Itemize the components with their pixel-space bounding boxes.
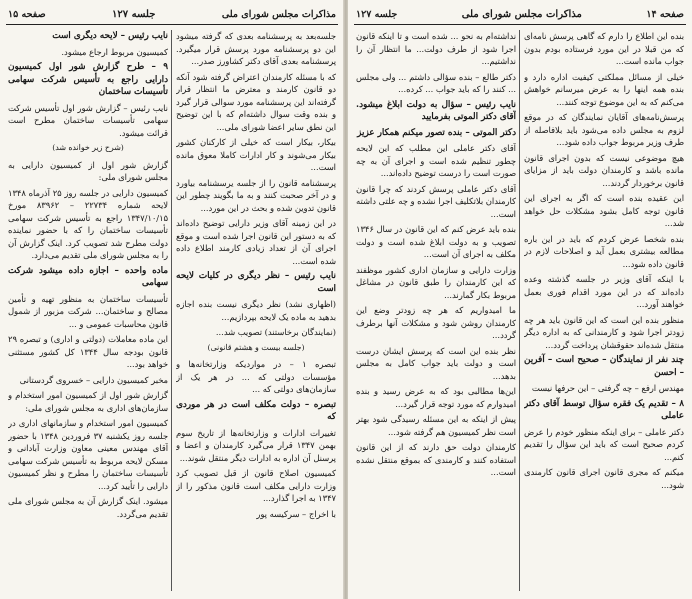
right-page-journal-title: مذاکرات مجلس شورای ملی [461,8,582,20]
right-page-col-left-paragraph: بنده باید عرض کنم که این قانون در سال ۱۳۴۶ تصویب و به دولت ابلاغ شده است و دولت مکلف به اجرای آن است... [356,224,516,259]
right-page-column-divider [519,30,520,591]
right-page-col-left-paragraph: وزارت دارایی و سازمان اداری کشور موظفند که این کارمندان را طبق قانون در مشاغل مربوط بکار گمارند... [356,264,516,300]
right-page-number: صفحه ۱۴ [646,8,684,20]
right-page-col-right-paragraph: میکنم که مجری قانون اجرای قانون کارمندی شود... [524,467,684,490]
left-page-col-left-note: (شرح زیر خوانده شد) [52,143,124,152]
left-page-col-right-paragraph: پرسشنامه قانون را از جلسه یرسشنامه بیاورد و در آخر صحبت کنند و به ما بگویند چطور این قانون تدوین شده و بحث در این مورد... [176,177,336,213]
right-page-col-right-paragraph: هیچ موضوعی نیست که بدون اجرای قانون مانده باشد و کارمندان دولت باید از مزایای قانون برخوردار گردند... [524,152,684,188]
left-page-col-left-paragraph: این ماده معاملات (دولتی و اداری) و تبصره ۲۹ قانون بودجه سال ۱۳۴۴ کل کشور مستثنی خواهد بود... [8,334,168,369]
right-page-col-left-paragraph: ما امیدواریم که هر چه زودتر وضع این کارمندان روشن شود و مشکلات آنها برطرف گردد... [356,305,516,340]
right-page [348,0,692,599]
right-page-col-left-paragraph: آقای دکتر عاملی پرسش کردند که چرا قانون کارمندان بلاتکلیف اجرا نشده و چه علتی داشته است... [356,183,516,219]
right-page-col-right-paragraph: بنده این اطلاع را دارم که گاهی پرسش نامه‌ای که من قبلا در این مورد فرستاده بودم بدون جواب مانده است... [524,31,684,66]
left-page-col-left-paragraph: نایب رئیس – گزارش شور اول تأسیس شرکت سهامی تأسیسات ساختمان مطرح است قرائت میشود. [8,102,168,138]
right-page-header-rule [354,24,686,25]
right-page-col-right-heading: ۸ – تقدیم یک فقره سؤال توسط آقای دکتر عاملی [524,398,684,421]
right-page-col-left-paragraph: آقای دکتر عاملی این مطلب که این لایحه چطور تنظیم شده است و اجرای آن به چه صورت است را درست توضیح داده‌اند... [356,143,516,178]
right-page-col-left-paragraph: دکتر طالع – بنده سؤالی داشتم ... ولی مجلس ... کنند را که باید جواب ... کرده... [356,71,516,94]
left-page [0,0,344,599]
right-page-col-right-paragraph: بنده شخصا عرض کردم که باید در این باره مطالعه بیشتری بعمل آید و اصلاحات لازم در قانون داده شود... [524,233,684,269]
left-page-right-column [176,30,336,593]
left-page-col-left-heading: ماده واحده – اجازه داده میشود شرکت سهامی [8,265,168,288]
left-page-col-left-paragraph: گزارش شور اول از کمیسیون دارایی به مجلس شورای ملی: [8,159,168,182]
left-page-col-left-paragraph: کمیسیون امور استخدام و سازمانهای اداری در جلسه روز یکشنبه ۳۷ فروردین ۱۳۴۸ با حضور آقای مهندس معینی معاون وزارت آبادانی و مسکن لایحه مربوط به تأسیس شرکت سهامی تأسیسات ساختمان را مطرح و نظر کمیسیون دارایی را تأیید کرد... [8,418,168,491]
left-page-left-column [8,30,168,593]
left-page-col-left-paragraph: کمیسیون دارایی در جلسه روز ۲۵ آذرماه ۱۳۴۸ لایحه شماره ۲۲۷۳۴ – ۸۳۹۶۲ مورخ ۱۳۴۷/۱۰/۱۵ راجع به تأسیس شرکت سهامی تأسیسات ساختمان را که با حضور نماینده دولت مطرح شد تصویب کرد. اینک گزارش آن را به مجلس شورای ملی تقدیم می‌دارد. [8,187,168,260]
right-page-col-right-paragraph: پرسش‌نامه‌های آقایان نمایندگان که در موقع لزوم به مجلس داده می‌شود باید بلافاصله از طرف وزیر مربوط جواب داده شود... [524,112,684,147]
left-page-header-rule [6,24,338,25]
left-page-col-right-heading: تبصره – دولت مکلف است در هر موردی که [176,399,336,422]
left-page-col-right-paragraph: کمیسیون اصلاح قانون از قبل تصویب کرد وزارت دارایی مکلف است قانون مذکور را از ۱۳۴۷ به اجرا گذارد... [176,468,336,503]
left-page-col-left-paragraph: مخبر کمیسیون دارایی – خسروی گردستانی [19,374,168,385]
right-page-col-left-paragraph: نظر بنده این است که پرسش ایشان درست است و دولت باید جواب کامل به مجلس بدهد... [356,345,516,381]
left-page-session-label: جلسه ۱۲۷ [112,8,156,20]
right-page-col-right-paragraph: منظور بنده این است که این قانون باید هر چه زودتر اجرا شود و کارمندانی که به اداره دیگر منتقل شده‌اند حقوقشان پرداخت گردد... [524,314,684,350]
right-page-col-left-paragraph: نداشته‌ام به نحو ... شده است و تا اینکه قانون اجرا شود از طرف دولت... ما انتظار آن را نداشتیم... [356,31,516,66]
left-page-col-right-note: (جلسه بیست و هشتم قانونی) [207,342,305,352]
left-page-col-right-paragraph: با اخراج – سرکیسه پور [256,508,336,519]
right-page-col-left-paragraph: کارمندان دولت حق دارند که از این قانون استفاده کنند و کارمندی که بموقع منتقل نشده است... [356,442,516,477]
right-page-col-right-paragraph: مهندس ارفع – چه گرفتی – این حرفها نیست [531,383,684,393]
right-page-col-left-heading: دکتر الموتی – بنده تصور میکنم همکار عزیز [357,127,516,138]
right-page-col-left-paragraph: پیش از اینکه به این مسئله رسیدگی شود بهتر است نظر کمیسیون هم گرفته شود... [356,414,516,437]
right-page-col-right-paragraph: با اینکه آقای وزیر در جلسه گذشته وعده داده‌اند که در این مورد اقدام فوری بعمل خواهند آورد... [524,274,684,309]
left-page-col-right-paragraph: تغییرات ادارات و وزارتخانه‌ها از تاریخ سوم بهمن ۱۳۴۷ قرار می‌گیرد کارمندان و اعضا و پرسنل آن اداره به ادارات دیگر منتقل شوند... [176,427,336,463]
right-page-header [356,6,684,22]
left-page-col-left-paragraph: گزارش شور اول از کمیسیون امور استخدام و سازمان‌های اداری به مجلس شورای ملی: [8,390,168,413]
left-page-col-right-paragraph: در این زمینه آقای وزیر دارایی توضیح داده‌اند که به دستور این قانون اجرا شده است و موقع اجرای آن از تعداد زیادی کارمند اطلاع داده شده است... [176,218,336,266]
right-page-right-column [524,30,684,593]
left-page-header [8,6,336,22]
right-page-col-right-paragraph: این عقیده بنده است که اگر به اجرای این قانون توجه کامل بشود مشکلات حل خواهد شد... [524,193,684,228]
right-page-session-label: جلسه ۱۲۷ [356,8,398,20]
right-page-col-left-heading: نایب رئیس – سؤال به دولت ابلاغ میشود. آقای دکتر الموتی بفرمایید [356,99,516,122]
left-page-col-right-heading: نایب رئیس – نظر دیگری در کلیات لایحه است [176,271,336,294]
left-page-column-divider [171,30,172,591]
left-page-col-right-paragraph: جلسه‌بعد به پرسشنامه بعدی که گرفته میشود این دو پرسشنامه مورد پرسش قرار میگیرد. پرسشنامه بعدی آقای دکتر کشاورز صدر... [176,31,336,66]
left-page-col-right-paragraph: (اظهاری نشد) نظر دیگری نیست بنده اجازه بدهید به ماده یک لایحه بپردازیم... [176,299,336,322]
right-page-left-column [356,30,516,593]
left-page-col-left-heading: ۹ – طرح گزارش شور اول کمیسیون دارایی راجع به تأسیس شرکت سهامی تأسیسات ساختمان [8,62,168,97]
left-page-col-left-paragraph: تأسیسات ساختمان به منظور تهیه و تأمین مصالح و ساختمان... شرکت مزبور از شمول قانون محاسبات عمومی و ... [8,293,168,329]
right-page-col-left-paragraph: این‌ها مطالبی بود که به عرض رسید و بنده امیدوارم که مورد توجه قرار گیرد... [356,386,516,409]
left-page-journal-title: مذاکرات مجلس شورای ملی [221,8,336,20]
right-page-col-right-paragraph: خیلی از مسائل مملکتی کیفیت اداره دارد و بنده همه اینها را به عرض میرسانم خواهش می‌کنم که به این موضوع توجه کنند... [524,71,684,107]
left-page-col-left-paragraph: کمیسیون مربوط ارجاع میشود. [61,46,168,57]
left-page-col-left-heading: نایب رئیس – لایحه دیگری است [52,31,168,41]
left-page-col-right-paragraph: بیکار، بیکار است که خیلی از کارکنان کشور بیکار می‌شوند و کار ادارات کاملا معوق مانده است... [176,137,336,172]
left-page-col-right-paragraph: (نمایندگان برخاستند) تصویب شد... [215,327,336,337]
right-page-col-right-heading: چند نفر از نمایندگان – صحیح است – آفرین – احسن [524,355,684,378]
left-page-col-right-paragraph: که با مسئله کارمندان اعتراض گرفته شود آنکه دو قانون کارمند و معترض ما انتظار قرار گرفته‌اند این پرسشنامه مورد سوالی قرار گیرد و بنده وقت سوال داشته‌ام که با این توضیح این نطق سایر اعضا شورای ملی... [176,71,336,132]
left-page-number: صفحه ۱۵ [8,8,46,20]
right-page-col-right-paragraph: دکتر عاملی – برای اینکه منظور خودم را عرض کردم صحیح است که باید این سؤال را تقدیم کنم... [524,426,684,462]
left-page-col-left-paragraph: میشود. اینک گزارش آن به مجلس شورای ملی تقدیم می‌گردد. [8,496,168,519]
left-page-col-right-paragraph: تبصره ۱ – در مواردیکه وزارتخانه‌ها و مؤسسات دولتی که ... در هر یک از سازمان‌های دولتی که ... [176,359,336,394]
